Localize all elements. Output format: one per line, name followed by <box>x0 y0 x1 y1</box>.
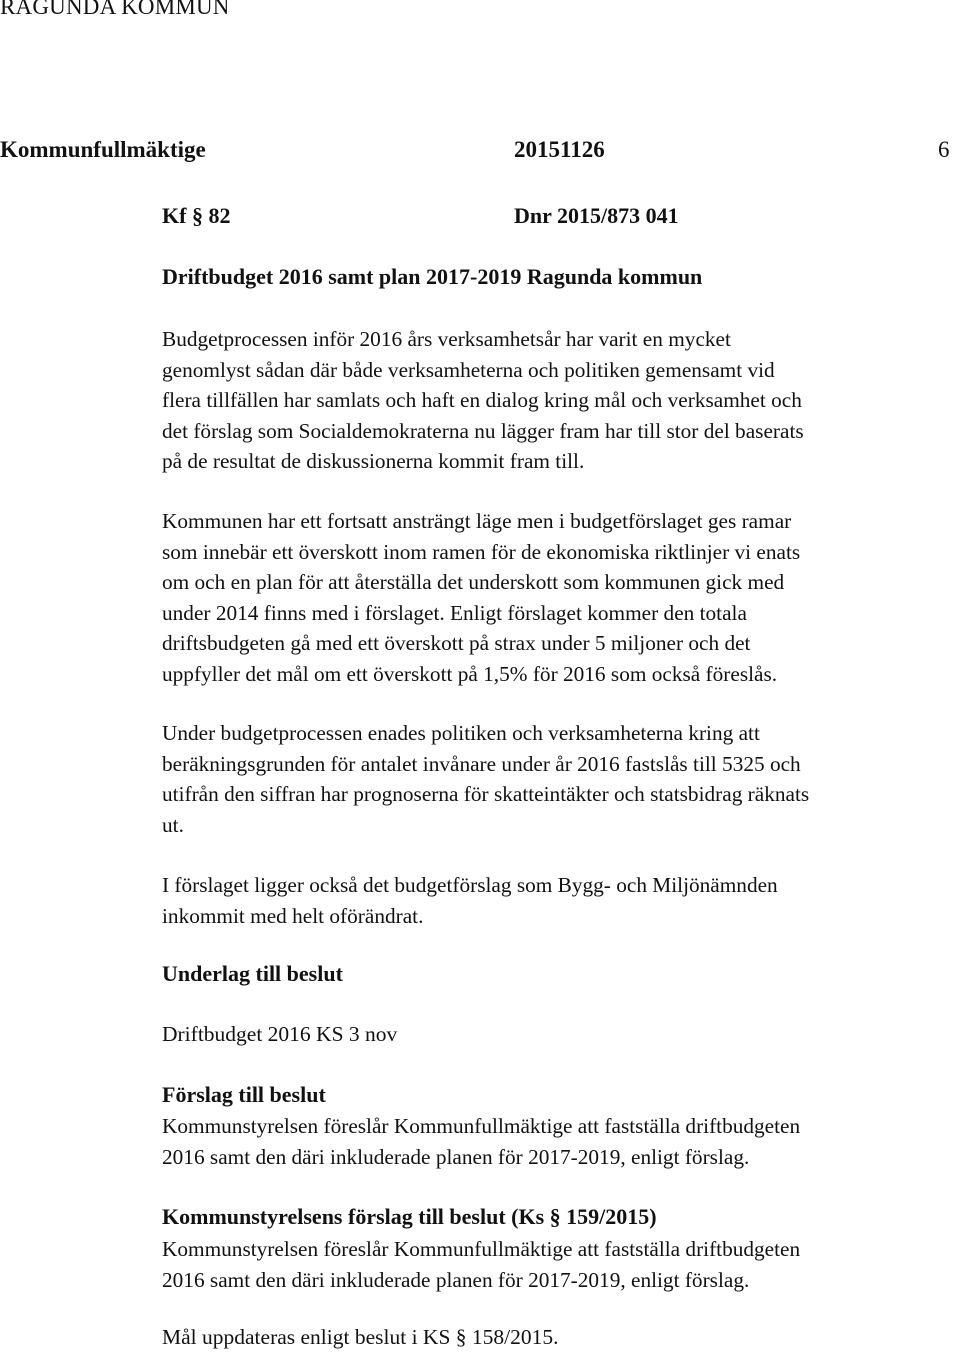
text-line: Kommunstyrelsen föreslår Kommunfullmäktige att fastställa driftbudgeten <box>162 1114 801 1138</box>
text-line: inkommit med helt oförändrat. <box>162 903 424 928</box>
text-line: 2016 samt den däri inkluderade planen för 2017-2019, enligt förslag. <box>162 1144 750 1169</box>
text-line: 2016 samt den däri inkluderade planen för 2017-2019, enligt förslag. <box>162 1267 750 1292</box>
text-line: Kommunstyrelsen föreslår Kommunfullmäktige att fastställa driftbudgeten <box>162 1237 801 1261</box>
text-line: Under budgetprocessen enades politiken och verksamheterna kring att <box>162 721 760 745</box>
text-line: som innebär ett överskott inom ramen för de ekonomiska riktlinjer vi enats <box>162 539 801 564</box>
meeting-body: Kommunfullmäktige <box>0 137 206 162</box>
underlag-item: Driftbudget 2016 KS 3 nov <box>162 1022 398 1046</box>
page-number: 6 <box>938 137 950 162</box>
text-line: driftsbudgeten gå med ett överskott på strax under 5 miljoner och det <box>162 631 751 655</box>
text-line: under 2014 finns med i förslaget. Enligt förslaget kommer den totala <box>162 600 747 625</box>
organization-name: RAGUNDA KOMMUN <box>0 0 230 19</box>
text-line: Kommunen har ett fortsatt ansträngt läge men i budgetförslaget ges ramar <box>162 509 792 533</box>
underlag-heading: Underlag till beslut <box>162 961 343 986</box>
text-line: I förslaget ligger också det budgetförslag som Bygg- och Miljönämnden <box>162 873 778 897</box>
text-line: genomlyst sådan där både verksamheterna och politiken gemensamt vid <box>162 357 775 382</box>
text-line: flera tillfällen har samlats och haft en dialog kring mål och verksamhet och <box>162 388 802 412</box>
text-line: ut. <box>162 812 184 837</box>
text-line: om och en plan för att återställa det underskott som kommunen gick med <box>162 570 785 594</box>
diary-number: Dnr 2015/873 041 <box>514 203 679 228</box>
ks-forslag-text <box>162 1234 960 1295</box>
body-paragraph-4 <box>162 870 960 931</box>
body-paragraph-3 <box>162 718 960 840</box>
document-title: Driftbudget 2016 samt plan 2017-2019 Ragunda kommun <box>162 264 703 289</box>
body-paragraph-2 <box>162 506 960 689</box>
text-line: det förslag som Socialdemokraterna nu lägger fram har till stor del baserats <box>162 418 804 443</box>
paragraph-number: Kf § 82 <box>162 203 231 228</box>
text-line: beräkningsgrunden för antalet invånare under år 2016 fastslås till 5325 och <box>162 751 801 776</box>
ks-forslag-heading: Kommunstyrelsens förslag till beslut (Ks § 159/2015) <box>162 1204 657 1229</box>
text-line: uppfyller det mål om ett överskott på 1,5% för 2016 som också föreslås. <box>162 661 778 686</box>
forslag-heading: Förslag till beslut <box>162 1082 326 1107</box>
text-line: på de resultat de diskussionerna kommit fram till. <box>162 449 585 473</box>
text-line: Budgetprocessen inför 2016 års verksamhetsår har varit en mycket <box>162 327 731 351</box>
body-paragraph-1 <box>162 324 960 477</box>
forslag-text <box>162 1111 960 1172</box>
footer-note: Mål uppdateras enligt beslut i KS § 158/2015. <box>162 1325 559 1349</box>
text-line: utifrån den siffran har prognoserna för skatteintäkter och statsbidrag räknats <box>162 782 810 806</box>
meeting-date: 20151126 <box>514 137 605 162</box>
